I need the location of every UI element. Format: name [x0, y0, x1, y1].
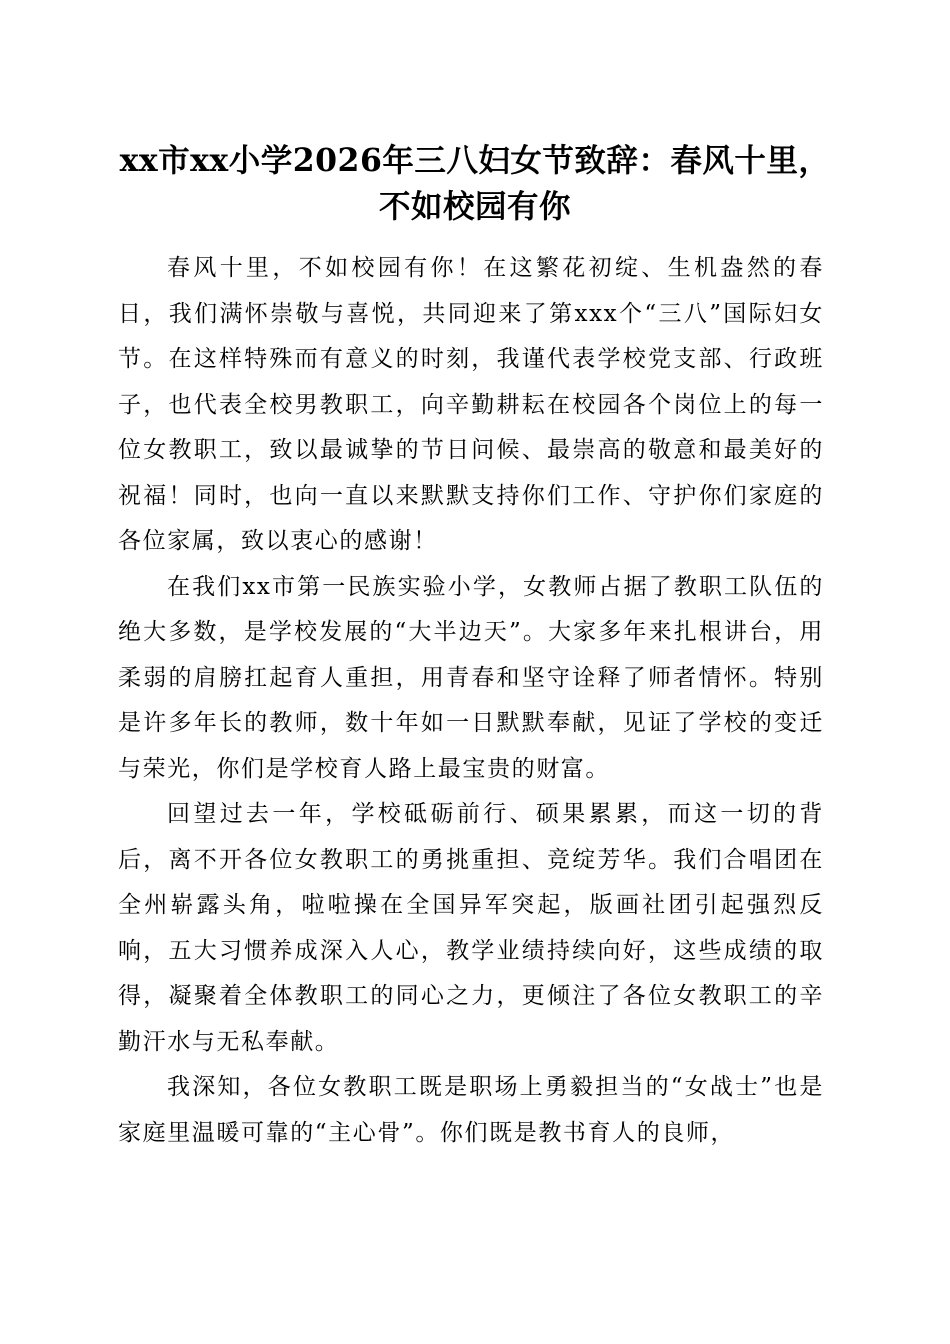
paragraph: 在我们xx市第一民族实验小学，女教师占据了教职工队伍的绝大多数，是学校发展的“大半边天”。大家多年来扎根讲台，用柔弱的肩膀扛起育人重担，用青春和坚守诠释了师者情怀。特别是许多年长的教师，数十年如一日默默奉献，见证了学校的变迁与荣光，你们是学校育人路上最宝贵的财富。	[118, 573, 824, 782]
paragraph: 春风十里，不如校园有你！在这繁花初绽、生机盎然的春日，我们满怀崇敬与喜悦，共同迎来了第xxx个“三八”国际妇女节。在这样特殊而有意义的时刻，我谨代表学校党支部、行政班子，也代表全校男教职工，向辛勤耕耘在校园各个岗位上的每一位女教职工，致以最诚挚的节日问候、最崇高的敬意和最美好的祝福！同时，也向一直以来默默支持你们工作、守护你们家庭的各位家属，致以衷心的感谢！	[118, 255, 824, 554]
paragraph: 回望过去一年，学校砥砺前行、硕果累累，而这一切的背后，离不开各位女教职工的勇挑重担、竞绽芳华。我们合唱团在全州崭露头角，啦啦操在全国异军突起，版画社团引起强烈反响，五大习惯养成深入人心，教学业绩持续向好，这些成绩的取得，凝聚着全体教职工的同心之力，更倾注了各位女教职工的辛勤汗水与无私奉献。	[118, 801, 824, 1055]
document-body	[118, 246, 824, 1156]
document-title: xx市xx小学2026年三八妇女节致辞：春风十里，不如校园有你	[119, 142, 831, 225]
paragraph: 我深知，各位女教职工既是职场上勇毅担当的“女战士”也是家庭里温暖可靠的“主心骨”。你们既是教书育人的良师，	[118, 1074, 824, 1146]
